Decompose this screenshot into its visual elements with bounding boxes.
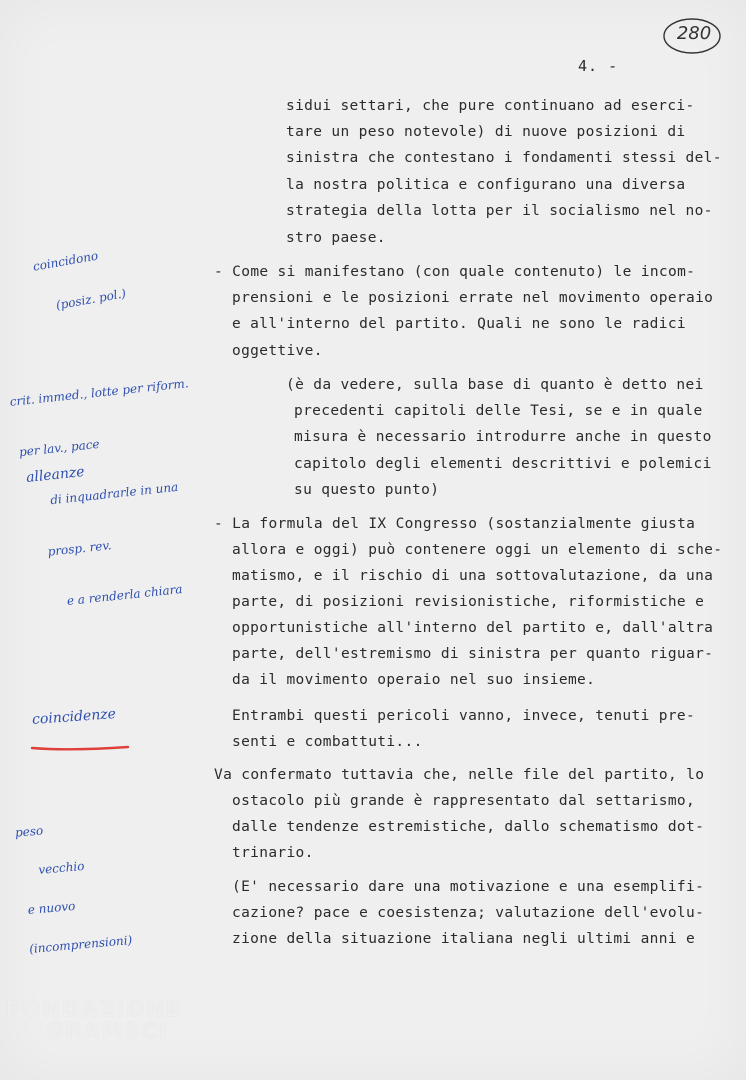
text-line: la nostra politica e configurano una diversa [286, 177, 686, 193]
archive-number: 280 [676, 23, 712, 44]
text-line: Entrambi questi pericoli vanno, invece, tenuti pre- [232, 708, 696, 724]
text-line: ostacolo più grande è rappresentato dal settarismo, [232, 793, 696, 809]
margin-note: coincidenze [31, 706, 117, 728]
text-line: precedenti capitoli delle Tesi, se e in quale [294, 403, 703, 419]
margin-note: crit. immed., lotte per riform. per lav., pace di inquadrarle in una prosp. rev. e a renderla chiara [9, 376, 190, 609]
text-line: zione della situazione italiana negli ultimi anni e [232, 931, 696, 947]
text-line: capitolo degli elementi descrittivi e polemici [294, 456, 712, 472]
text-line: allora e oggi) può contenere oggi un elemento di sche- [232, 542, 723, 558]
text-line: (è da vedere, sulla base di quanto è detto nei [286, 377, 704, 393]
red-underline-mark [30, 744, 130, 754]
text-line: stro paese. [286, 230, 386, 246]
text-line: trinario. [232, 845, 314, 861]
text-line: parte, di posizioni revisionistiche, riformistiche e [232, 594, 705, 610]
text-line: e all'interno del partito. Quali ne sono le radici [232, 316, 686, 332]
text-line: Va confermato tuttavia che, nelle file del partito, lo [214, 767, 705, 783]
watermark-logo: FONDAZIONE GRAMSCI [6, 997, 183, 1043]
text-line: parte, dell'estremismo di sinistra per quanto riguar- [232, 646, 714, 662]
text-line: cazione? pace e coesistenza; valutazione dell'evolu- [232, 905, 705, 921]
text-line: dalle tendenze estremistiche, dallo schematismo dot- [232, 819, 705, 835]
text-line: tare un peso notevole) di nuove posizioni di [286, 124, 686, 140]
text-line: su questo punto) [294, 482, 440, 498]
margin-note: peso vecchio e nuovo (incomprensioni) [14, 823, 133, 956]
margin-note: alleanze [25, 463, 86, 487]
page-number: 4. - [578, 57, 619, 75]
text-line: opportunistiche all'interno del partito e, dall'altra [232, 620, 714, 636]
text-line: - Come si manifestano (con quale contenuto) le incom- [214, 264, 696, 280]
text-line: misura è necessario introdurre anche in questo [294, 429, 712, 445]
text-line: matismo, e il rischio di una sottovalutazione, da una [232, 568, 714, 584]
text-line: sidui settari, che pure continuano ad eserci- [286, 98, 695, 114]
text-line: oggettive. [232, 343, 323, 359]
text-line: da il movimento operaio nel suo insieme. [232, 672, 596, 688]
text-line: strategia della lotta per il socialismo nel no- [286, 203, 713, 219]
text-line: senti e combattuti... [232, 734, 423, 750]
margin-note: coincidono (posiz. pol.) [31, 248, 127, 313]
text-line: sinistra che contestano i fondamenti stessi del- [286, 150, 722, 166]
text-line: (E' necessario dare una motivazione e una esemplifi- [232, 879, 705, 895]
text-line: - La formula del IX Congresso (sostanzialmente giusta [214, 516, 696, 532]
text-line: prensioni e le posizioni errate nel movimento operaio [232, 290, 714, 306]
